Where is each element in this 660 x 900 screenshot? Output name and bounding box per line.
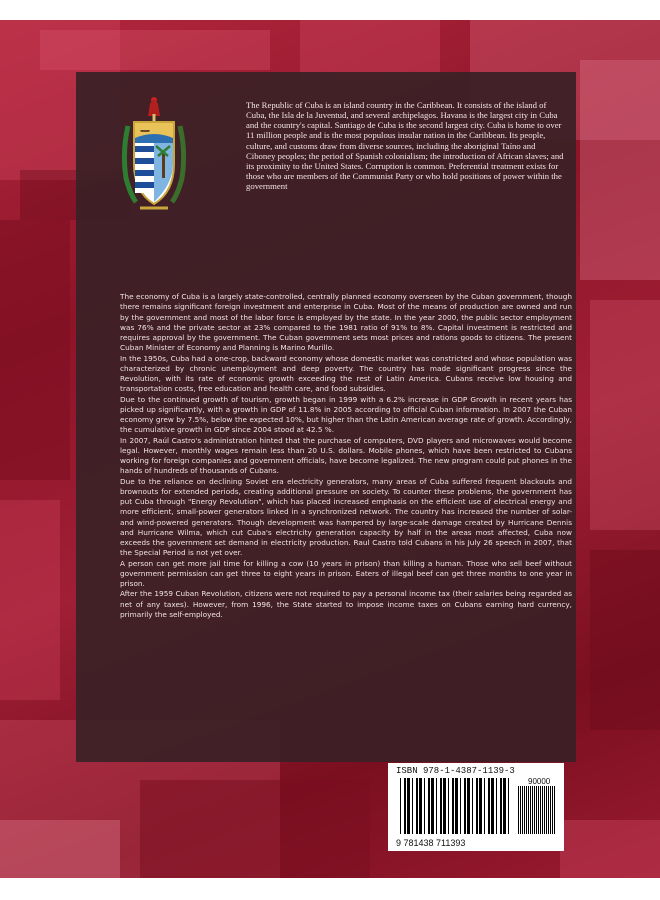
barcode-bar: [552, 786, 553, 834]
body-text: [120, 292, 572, 620]
body-paragraph: The economy of Cuba is a largely state-controlled, centrally planned economy overseen by the Cuban government, though there remains significant foreign investment and enterprise in Cuba. Most of the means of production are owned and run by the government and most of the labor force is employed by the state. In the year 2000, the public sector employment was 76% and the private sector at 23% compared to the 1981 ratio of 91% to 8%. Capital investment is restricted and requires approval by the government. The Cuban government sets most prices and rations goods to citizens. The present Cuban Minister of Economy and Planning is Marino Murillo.: [120, 292, 572, 353]
barcode-bar: [452, 778, 454, 834]
barcode-bar: [407, 778, 410, 834]
text-panel: [76, 72, 576, 762]
cuban-coat-of-arms-icon: [120, 94, 188, 226]
barcode-bar: [488, 778, 490, 834]
body-paragraph: Due to the continued growth of tourism, growth began in 1999 with a 6.2% increase in GDP Growth in recent years has picked up significantly, with a growth in GDP of 11.8% in 2005 according to official Cuban information. In 2007 the Cuban economy grew by 7.5%, below the expected 10%, but higher than the Latin American average rate of growth. Accordingly, the cumulative growth in GDP since 2004 stood at 42.5 %.: [120, 394, 572, 435]
intro-text: The Republic of Cuba is an island country in the Caribbean. It consists of the island of Cuba, the Isla de la Juventud, and several archipelagos. Havana is the largest city in Cuba and the country's capital. Santiago de Cuba is the second largest city. Cuba is home to over 11 million people and is the most populous insular nation in the Caribbean. Its people, culture, and customs draw from diverse sources, including the aboriginal Taíno and Ciboney peoples; the period of Spanish colonialism; the introduction of African slaves; and its proximity to the United States. Corruption is common. Preferential treatment exists for those who are members of the Communist Party or who hold positions of power within the government: [246, 100, 564, 192]
barcode-bar: [538, 786, 539, 834]
barcode-bar: [530, 786, 531, 834]
barcode-bar: [554, 786, 555, 834]
barcode-bar: [424, 778, 425, 834]
barcode-bar: [540, 786, 541, 834]
barcode-bar: [534, 786, 535, 834]
barcode-bar: [431, 778, 434, 834]
barcode-bar: [476, 778, 478, 834]
barcode-bar: [440, 778, 442, 834]
barcode-bar: [412, 778, 413, 834]
barcode-bar: [467, 778, 470, 834]
barcode-bar: [416, 778, 418, 834]
barcode-number: 9 781438 711393: [396, 838, 466, 848]
barcode-bar: [503, 778, 506, 834]
barcode-bar: [500, 778, 502, 834]
barcode-bar: [460, 778, 461, 834]
barcode-bar: [536, 786, 537, 834]
barcode-bar: [496, 778, 497, 834]
barcode-bar: [518, 786, 519, 834]
body-paragraph: After the 1959 Cuban Revolution, citizens were not required to pay a personal income tax (their salaries being regarded as net of any taxes). However, from 1996, the State started to impose income taxes on Cubans earning hard currency, primarily the self-employed.: [120, 589, 572, 619]
bottom-margin: [0, 878, 660, 900]
barcode-bar: [526, 786, 527, 834]
barcode-bar: [404, 778, 406, 834]
body-paragraph: A person can get more jail time for killing a cow (10 years in prison) than killing a human. Those who sell beef without government permission can get three to eight years in prison. Eaters of illegal beef can get three months to one year in prison.: [120, 558, 572, 588]
isbn-label: ISBN 978-1-4387-1139-3: [396, 766, 515, 776]
barcode-bar: [419, 778, 422, 834]
barcode-bar: [448, 778, 449, 834]
barcode-bar: [544, 786, 545, 834]
barcode-bar: [443, 778, 446, 834]
barcode-bar: [532, 786, 533, 834]
barcode-bar: [400, 778, 401, 834]
barcode-bar: [546, 786, 547, 834]
barcode-bar: [550, 786, 551, 834]
body-paragraph: Due to the reliance on declining Soviet era electricity generators, many areas of Cuba suffered frequent blackouts and brownouts for extended periods, creating additional pressure on society. To counter these problems, the government has put Cuba through "Energy Revolution", which has placed increased emphasis on the efficient use of electrical energy and more efficient, small-power generators linked in a synchronized network. The country has increased the number of solar- and wind-powered generators. Though development was hampered by large-scale damage created by Hurricane Dennis and Hurricane Wilma, which cut Cuba's electricity generation capacity by half in the areas most affected, Cuba now exceeds the government set demand in electricity production. Raul Castro told Cubans in his July 26 speech in 2007, that the Special Period is not yet over.: [120, 476, 572, 558]
barcode-bar: [528, 786, 529, 834]
book-back-cover: [0, 20, 660, 878]
barcode-bar: [436, 778, 437, 834]
barcode-bar: [464, 778, 466, 834]
barcode-bar: [484, 778, 485, 834]
barcode-bar: [491, 778, 494, 834]
barcode-bar: [508, 778, 509, 834]
barcode-bar: [520, 786, 521, 834]
barcode-bar: [428, 778, 430, 834]
body-paragraph: In 2007, Raúl Castro's administration hinted that the purchase of computers, DVD players and microwaves would become legal. However, monthly wages remain less than 20 U.S. dollars. Mobile phones, which have been restricted to Cubans working for foreign companies and government officials, have become legalized. The new program could put phones in the hands of hundreds of thousands of Cubans.: [120, 435, 572, 476]
price-code: 90000: [528, 777, 551, 786]
barcode-graphic: [396, 776, 558, 848]
barcode-bar: [524, 786, 525, 834]
body-paragraph: In the 1950s, Cuba had a one-crop, backward economy whose domestic market was constricted and whose population was characterized by chronic unemployment and deep poverty. The country has made significant progress since the Revolution, with its rate of economic growth exceeding the rest of Latin America. Cubans receive low housing and transportation costs, free education and health care, and food subsidies.: [120, 353, 572, 394]
barcode-bar: [479, 778, 482, 834]
barcode-bar: [522, 786, 523, 834]
barcode-bar: [472, 778, 473, 834]
barcode-bar: [542, 786, 543, 834]
isbn-barcode: [388, 763, 564, 851]
barcode-bar: [548, 786, 549, 834]
barcode-bar: [455, 778, 458, 834]
